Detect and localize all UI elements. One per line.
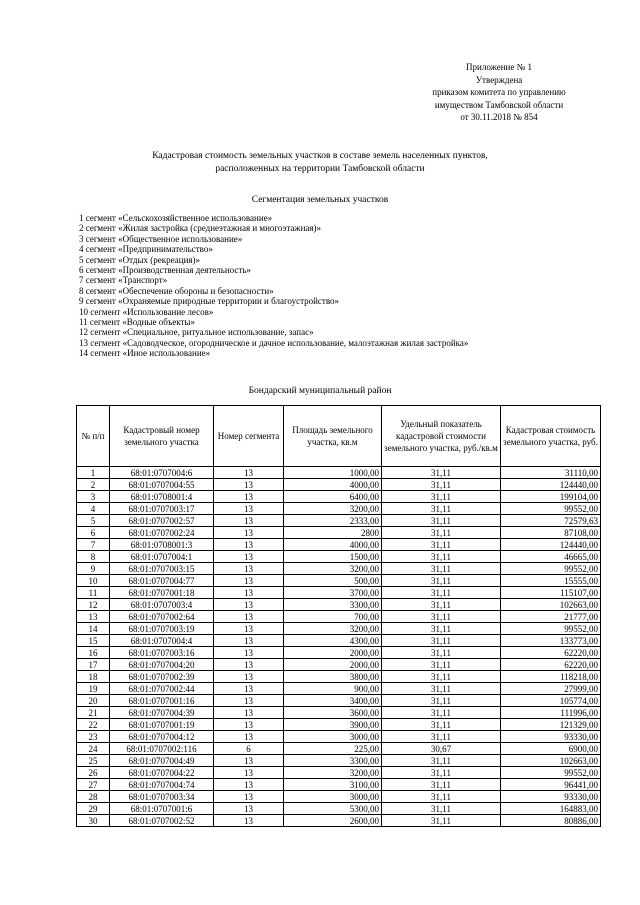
table-row xyxy=(77,479,601,491)
row-number-cell: 17 xyxy=(77,659,110,671)
cadastral-value-cell: 96441,00 xyxy=(501,779,601,791)
appendix-block xyxy=(404,61,594,124)
segment-number-cell: 13 xyxy=(214,719,284,731)
unit-value-cell: 31,11 xyxy=(382,755,501,767)
row-number-cell: 3 xyxy=(77,491,110,503)
cadastral-value-cell: 115107,00 xyxy=(501,587,601,599)
area-cell: 3400,00 xyxy=(284,695,382,707)
area-cell: 3000,00 xyxy=(284,791,382,803)
unit-value-cell: 31,11 xyxy=(382,503,501,515)
segment-item: 2 сегмент «Жилая застройка (среднеэтажная и многоэтажная)» xyxy=(79,223,322,234)
cadastral-value-cell: 118218,00 xyxy=(501,671,601,683)
cadastral-value-cell: 93330,00 xyxy=(501,791,601,803)
cadastral-value-cell: 124440,00 xyxy=(501,479,601,491)
segment-number-cell: 13 xyxy=(214,611,284,623)
cadastral-number-cell: 68:01:0707002:24 xyxy=(110,527,214,539)
cadastral-value-cell: 31110,00 xyxy=(501,467,601,479)
segment-item: 3 сегмент «Общественное использование» xyxy=(79,233,243,244)
cadastral-value-cell: 99552,00 xyxy=(501,767,601,779)
district-heading: Бондарский муниципальный район xyxy=(248,386,392,396)
cadastral-number-cell: 68:01:0707003:15 xyxy=(110,563,214,575)
segment-item: 4 сегмент «Предпринимательство» xyxy=(79,244,213,255)
segment-number-cell: 13 xyxy=(214,551,284,563)
unit-value-cell: 31,11 xyxy=(382,695,501,707)
area-cell: 3900,00 xyxy=(284,719,382,731)
row-number-cell: 12 xyxy=(77,599,110,611)
table-row xyxy=(77,815,601,827)
table-row xyxy=(77,647,601,659)
row-number-cell: 23 xyxy=(77,731,110,743)
cadastral-number-cell: 68:01:0707001:18 xyxy=(110,587,214,599)
area-cell: 500,00 xyxy=(284,575,382,587)
row-number-cell: 1 xyxy=(77,467,110,479)
header-segment: Номер сегмента xyxy=(214,406,284,467)
area-cell: 3700,00 xyxy=(284,587,382,599)
cadastral-number-cell: 68:01:0707004:4 xyxy=(110,635,214,647)
row-number-cell: 21 xyxy=(77,707,110,719)
cadastral-value-cell: 93330,00 xyxy=(501,731,601,743)
segment-number-cell: 13 xyxy=(214,791,284,803)
segment-number-cell: 6 xyxy=(214,743,284,755)
area-cell: 3200,00 xyxy=(284,623,382,635)
segment-number-cell: 13 xyxy=(214,467,284,479)
document-title xyxy=(60,150,580,175)
row-number-cell: 20 xyxy=(77,695,110,707)
area-cell: 2000,00 xyxy=(284,659,382,671)
cadastral-value-cell: 62220,00 xyxy=(501,647,601,659)
area-cell: 1500,00 xyxy=(284,551,382,563)
segment-item: 11 сегмент «Водные объекты» xyxy=(79,317,195,328)
cadastral-value-cell: 124440,00 xyxy=(501,539,601,551)
unit-value-cell: 31,11 xyxy=(382,479,501,491)
table-row xyxy=(77,671,601,683)
row-number-cell: 24 xyxy=(77,743,110,755)
cadastral-number-cell: 68:01:0707003:4 xyxy=(110,599,214,611)
table-row xyxy=(77,563,601,575)
row-number-cell: 16 xyxy=(77,647,110,659)
row-number-cell: 14 xyxy=(77,623,110,635)
unit-value-cell: 31,11 xyxy=(382,731,501,743)
area-cell: 2333,00 xyxy=(284,515,382,527)
segment-number-cell: 13 xyxy=(214,731,284,743)
cadastral-value-cell: 102663,00 xyxy=(501,755,601,767)
cadastral-number-cell: 68:01:0707002:64 xyxy=(110,611,214,623)
cadastral-number-cell: 68:01:0707004:12 xyxy=(110,731,214,743)
unit-value-cell: 31,11 xyxy=(382,575,501,587)
row-number-cell: 29 xyxy=(77,803,110,815)
cadastral-number-cell: 68:01:0707004:6 xyxy=(110,467,214,479)
unit-value-cell: 31,11 xyxy=(382,683,501,695)
area-cell: 2000,00 xyxy=(284,647,382,659)
table-row xyxy=(77,719,601,731)
table-row xyxy=(77,623,601,635)
row-number-cell: 22 xyxy=(77,719,110,731)
area-cell: 3200,00 xyxy=(284,503,382,515)
row-number-cell: 8 xyxy=(77,551,110,563)
area-cell: 3000,00 xyxy=(284,731,382,743)
header-area: Площадь земельного участка, кв.м xyxy=(284,406,382,467)
segment-number-cell: 13 xyxy=(214,527,284,539)
cadastral-number-cell: 68:01:0707002:57 xyxy=(110,515,214,527)
area-cell: 3800,00 xyxy=(284,671,382,683)
row-number-cell: 9 xyxy=(77,563,110,575)
unit-value-cell: 31,11 xyxy=(382,599,501,611)
segment-number-cell: 13 xyxy=(214,683,284,695)
table-row xyxy=(77,791,601,803)
cadastral-number-cell: 68:01:0708001:4 xyxy=(110,491,214,503)
segment-item: 6 сегмент «Производственная деятельность» xyxy=(79,265,251,276)
unit-value-cell: 31,11 xyxy=(382,779,501,791)
table-row xyxy=(77,659,601,671)
row-number-cell: 30 xyxy=(77,815,110,827)
segment-number-cell: 13 xyxy=(214,503,284,515)
unit-value-cell: 31,11 xyxy=(382,551,501,563)
table-row xyxy=(77,743,601,755)
table-row xyxy=(77,731,601,743)
row-number-cell: 18 xyxy=(77,671,110,683)
unit-value-cell: 31,11 xyxy=(382,467,501,479)
cadastral-value-cell: 105774,00 xyxy=(501,695,601,707)
segment-number-cell: 13 xyxy=(214,659,284,671)
table-row xyxy=(77,803,601,815)
cadastral-value-cell: 6900,00 xyxy=(501,743,601,755)
table-row xyxy=(77,575,601,587)
table-row xyxy=(77,527,601,539)
table-row xyxy=(77,467,601,479)
table-row xyxy=(77,611,601,623)
appendix-line: имуществом Тамбовской области xyxy=(434,99,564,110)
segment-item: 14 сегмент «Иное использование» xyxy=(79,348,211,359)
cadastral-table xyxy=(76,405,601,827)
unit-value-cell: 31,11 xyxy=(382,815,501,827)
area-cell: 3300,00 xyxy=(284,755,382,767)
unit-value-cell: 31,11 xyxy=(382,491,501,503)
cadastral-number-cell: 68:01:0707003:16 xyxy=(110,647,214,659)
segment-number-cell: 13 xyxy=(214,803,284,815)
unit-value-cell: 31,11 xyxy=(382,803,501,815)
unit-value-cell: 31,11 xyxy=(382,647,501,659)
unit-value-cell: 31,11 xyxy=(382,623,501,635)
row-number-cell: 2 xyxy=(77,479,110,491)
cadastral-number-cell: 68:01:0707002:39 xyxy=(110,671,214,683)
area-cell: 1000,00 xyxy=(284,467,382,479)
cadastral-value-cell: 80886,00 xyxy=(501,815,601,827)
cadastral-number-cell: 68:01:0707001:16 xyxy=(110,695,214,707)
unit-value-cell: 31,11 xyxy=(382,515,501,527)
table-row xyxy=(77,503,601,515)
area-cell: 3200,00 xyxy=(284,563,382,575)
table-row xyxy=(77,635,601,647)
table-row xyxy=(77,515,601,527)
row-number-cell: 4 xyxy=(77,503,110,515)
cadastral-number-cell: 68:01:0707004:74 xyxy=(110,779,214,791)
segment-item: 8 сегмент «Обеспечение обороны и безопасности» xyxy=(79,285,274,296)
cadastral-number-cell: 68:01:0707004:55 xyxy=(110,479,214,491)
title-line-2: расположенных на территории Тамбовской области xyxy=(215,163,425,174)
cadastral-value-cell: 121329,00 xyxy=(501,719,601,731)
cadastral-number-cell: 68:01:0707003:17 xyxy=(110,503,214,515)
table-row xyxy=(77,491,601,503)
cadastral-number-cell: 68:01:0707004:77 xyxy=(110,575,214,587)
segment-number-cell: 13 xyxy=(214,563,284,575)
cadastral-number-cell: 68:01:0707001:6 xyxy=(110,803,214,815)
row-number-cell: 25 xyxy=(77,755,110,767)
row-number-cell: 28 xyxy=(77,791,110,803)
cadastral-value-cell: 27999,00 xyxy=(501,683,601,695)
area-cell: 900,00 xyxy=(284,683,382,695)
area-cell: 2600,00 xyxy=(284,815,382,827)
unit-value-cell: 31,11 xyxy=(382,659,501,671)
segment-list xyxy=(79,213,599,359)
cadastral-value-cell: 62220,00 xyxy=(501,659,601,671)
area-cell: 225,00 xyxy=(284,743,382,755)
cadastral-number-cell: 68:01:0707002:44 xyxy=(110,683,214,695)
row-number-cell: 15 xyxy=(77,635,110,647)
segment-number-cell: 13 xyxy=(214,671,284,683)
segment-item: 13 сегмент «Садоводческое, огородническое и дачное использование, малоэтажная жилая застройка» xyxy=(79,337,469,348)
segment-number-cell: 13 xyxy=(214,695,284,707)
table-row xyxy=(77,587,601,599)
row-number-cell: 13 xyxy=(77,611,110,623)
row-number-cell: 6 xyxy=(77,527,110,539)
unit-value-cell: 31,11 xyxy=(382,635,501,647)
unit-value-cell: 31,11 xyxy=(382,719,501,731)
cadastral-number-cell: 68:01:0708001:3 xyxy=(110,539,214,551)
cadastral-value-cell: 15555,00 xyxy=(501,575,601,587)
cadastral-value-cell: 111996,00 xyxy=(501,707,601,719)
segmentation-heading: Сегментация земельных участков xyxy=(251,195,389,205)
area-cell: 2800 xyxy=(284,527,382,539)
row-number-cell: 5 xyxy=(77,515,110,527)
table-row xyxy=(77,539,601,551)
table-row xyxy=(77,755,601,767)
segment-number-cell: 13 xyxy=(214,635,284,647)
segment-item: 1 сегмент «Сельскохозяйственное использование» xyxy=(79,213,273,223)
cadastral-value-cell: 87108,00 xyxy=(501,527,601,539)
unit-value-cell: 31,11 xyxy=(382,707,501,719)
segment-item: 5 сегмент «Отдых (рекреация)» xyxy=(79,254,201,265)
cadastral-value-cell: 133773,00 xyxy=(501,635,601,647)
segment-number-cell: 13 xyxy=(214,647,284,659)
cadastral-number-cell: 68:01:0707003:19 xyxy=(110,623,214,635)
segment-number-cell: 13 xyxy=(214,479,284,491)
area-cell: 3300,00 xyxy=(284,599,382,611)
unit-value-cell: 31,11 xyxy=(382,539,501,551)
cadastral-value-cell: 99552,00 xyxy=(501,623,601,635)
cadastral-number-cell: 68:01:0707004:49 xyxy=(110,755,214,767)
cadastral-value-cell: 46665,00 xyxy=(501,551,601,563)
segment-number-cell: 13 xyxy=(214,587,284,599)
area-cell: 3600,00 xyxy=(284,707,382,719)
area-cell: 6400,00 xyxy=(284,491,382,503)
segment-number-cell: 13 xyxy=(214,491,284,503)
unit-value-cell: 31,11 xyxy=(382,791,501,803)
area-cell: 4300,00 xyxy=(284,635,382,647)
area-cell: 5300,00 xyxy=(284,803,382,815)
table-row xyxy=(77,695,601,707)
segment-number-cell: 13 xyxy=(214,623,284,635)
unit-value-cell: 31,11 xyxy=(382,587,501,599)
segment-number-cell: 13 xyxy=(214,707,284,719)
cadastral-number-cell: 68:01:0707002:116 xyxy=(110,743,214,755)
cadastral-number-cell: 68:01:0707004:39 xyxy=(110,707,214,719)
segment-number-cell: 13 xyxy=(214,779,284,791)
header-cadastral-value: Кадастровая стоимость земельного участка, руб. xyxy=(501,406,601,467)
area-cell: 700,00 xyxy=(284,611,382,623)
unit-value-cell: 31,11 xyxy=(382,767,501,779)
segment-number-cell: 13 xyxy=(214,515,284,527)
area-cell: 3200,00 xyxy=(284,767,382,779)
area-cell: 4000,00 xyxy=(284,479,382,491)
area-cell: 4000,00 xyxy=(284,539,382,551)
appendix-line: Приложение № 1 xyxy=(466,62,532,72)
cadastral-value-cell: 72579,63 xyxy=(501,515,601,527)
table-body xyxy=(77,467,601,827)
segment-item: 12 сегмент «Специальное, ритуальное использование, запас» xyxy=(79,327,314,338)
segment-number-cell: 13 xyxy=(214,539,284,551)
appendix-line: Утверждена xyxy=(475,74,523,85)
header-number: № п/п xyxy=(77,406,110,467)
table-row xyxy=(77,707,601,719)
segment-item: 9 сегмент «Охраняемые природные территории и благоустройство» xyxy=(79,296,340,307)
table-header-row xyxy=(77,406,601,467)
unit-value-cell: 31,11 xyxy=(382,671,501,683)
segment-number-cell: 13 xyxy=(214,575,284,587)
unit-value-cell: 31,11 xyxy=(382,611,501,623)
header-cadastral-number: Кадастровый номер земельного участка xyxy=(110,406,214,467)
cadastral-value-cell: 102663,00 xyxy=(501,599,601,611)
cadastral-value-cell: 164883,00 xyxy=(501,803,601,815)
row-number-cell: 19 xyxy=(77,683,110,695)
cadastral-value-cell: 99552,00 xyxy=(501,563,601,575)
cadastral-number-cell: 68:01:0707001:19 xyxy=(110,719,214,731)
segment-number-cell: 13 xyxy=(214,599,284,611)
cadastral-value-cell: 199104,00 xyxy=(501,491,601,503)
cadastral-number-cell: 68:01:0707004:20 xyxy=(110,659,214,671)
segment-number-cell: 13 xyxy=(214,767,284,779)
table-row xyxy=(77,767,601,779)
unit-value-cell: 31,11 xyxy=(382,527,501,539)
row-number-cell: 11 xyxy=(77,587,110,599)
area-cell: 3100,00 xyxy=(284,779,382,791)
cadastral-number-cell: 68:01:0707004:1 xyxy=(110,551,214,563)
table-row xyxy=(77,683,601,695)
table-row xyxy=(77,551,601,563)
table-row xyxy=(77,779,601,791)
segment-item: 10 сегмент «Использование лесов» xyxy=(79,306,214,317)
unit-value-cell: 30,67 xyxy=(382,743,501,755)
appendix-line: приказом комитета по управлению xyxy=(432,87,566,97)
header-unit-value: Удельный показатель кадастровой стоимости земельного участка, руб./кв.м xyxy=(382,406,501,467)
table-row xyxy=(77,599,601,611)
segment-number-cell: 13 xyxy=(214,815,284,827)
cadastral-number-cell: 68:01:0707003:34 xyxy=(110,791,214,803)
cadastral-number-cell: 68:01:0707004:22 xyxy=(110,767,214,779)
cadastral-value-cell: 21777,00 xyxy=(501,611,601,623)
unit-value-cell: 31,11 xyxy=(382,563,501,575)
cadastral-value-cell: 99552,00 xyxy=(501,503,601,515)
row-number-cell: 27 xyxy=(77,779,110,791)
segment-item: 7 сегмент «Транспорт» xyxy=(79,275,168,286)
cadastral-number-cell: 68:01:0707002:52 xyxy=(110,815,214,827)
title-line-1: Кадастровая стоимость земельных участков в составе земель населенных пунктов, xyxy=(152,151,488,161)
row-number-cell: 7 xyxy=(77,539,110,551)
row-number-cell: 10 xyxy=(77,575,110,587)
appendix-line: от 30.11.2018 № 854 xyxy=(460,112,538,122)
row-number-cell: 26 xyxy=(77,767,110,779)
segment-number-cell: 13 xyxy=(214,755,284,767)
